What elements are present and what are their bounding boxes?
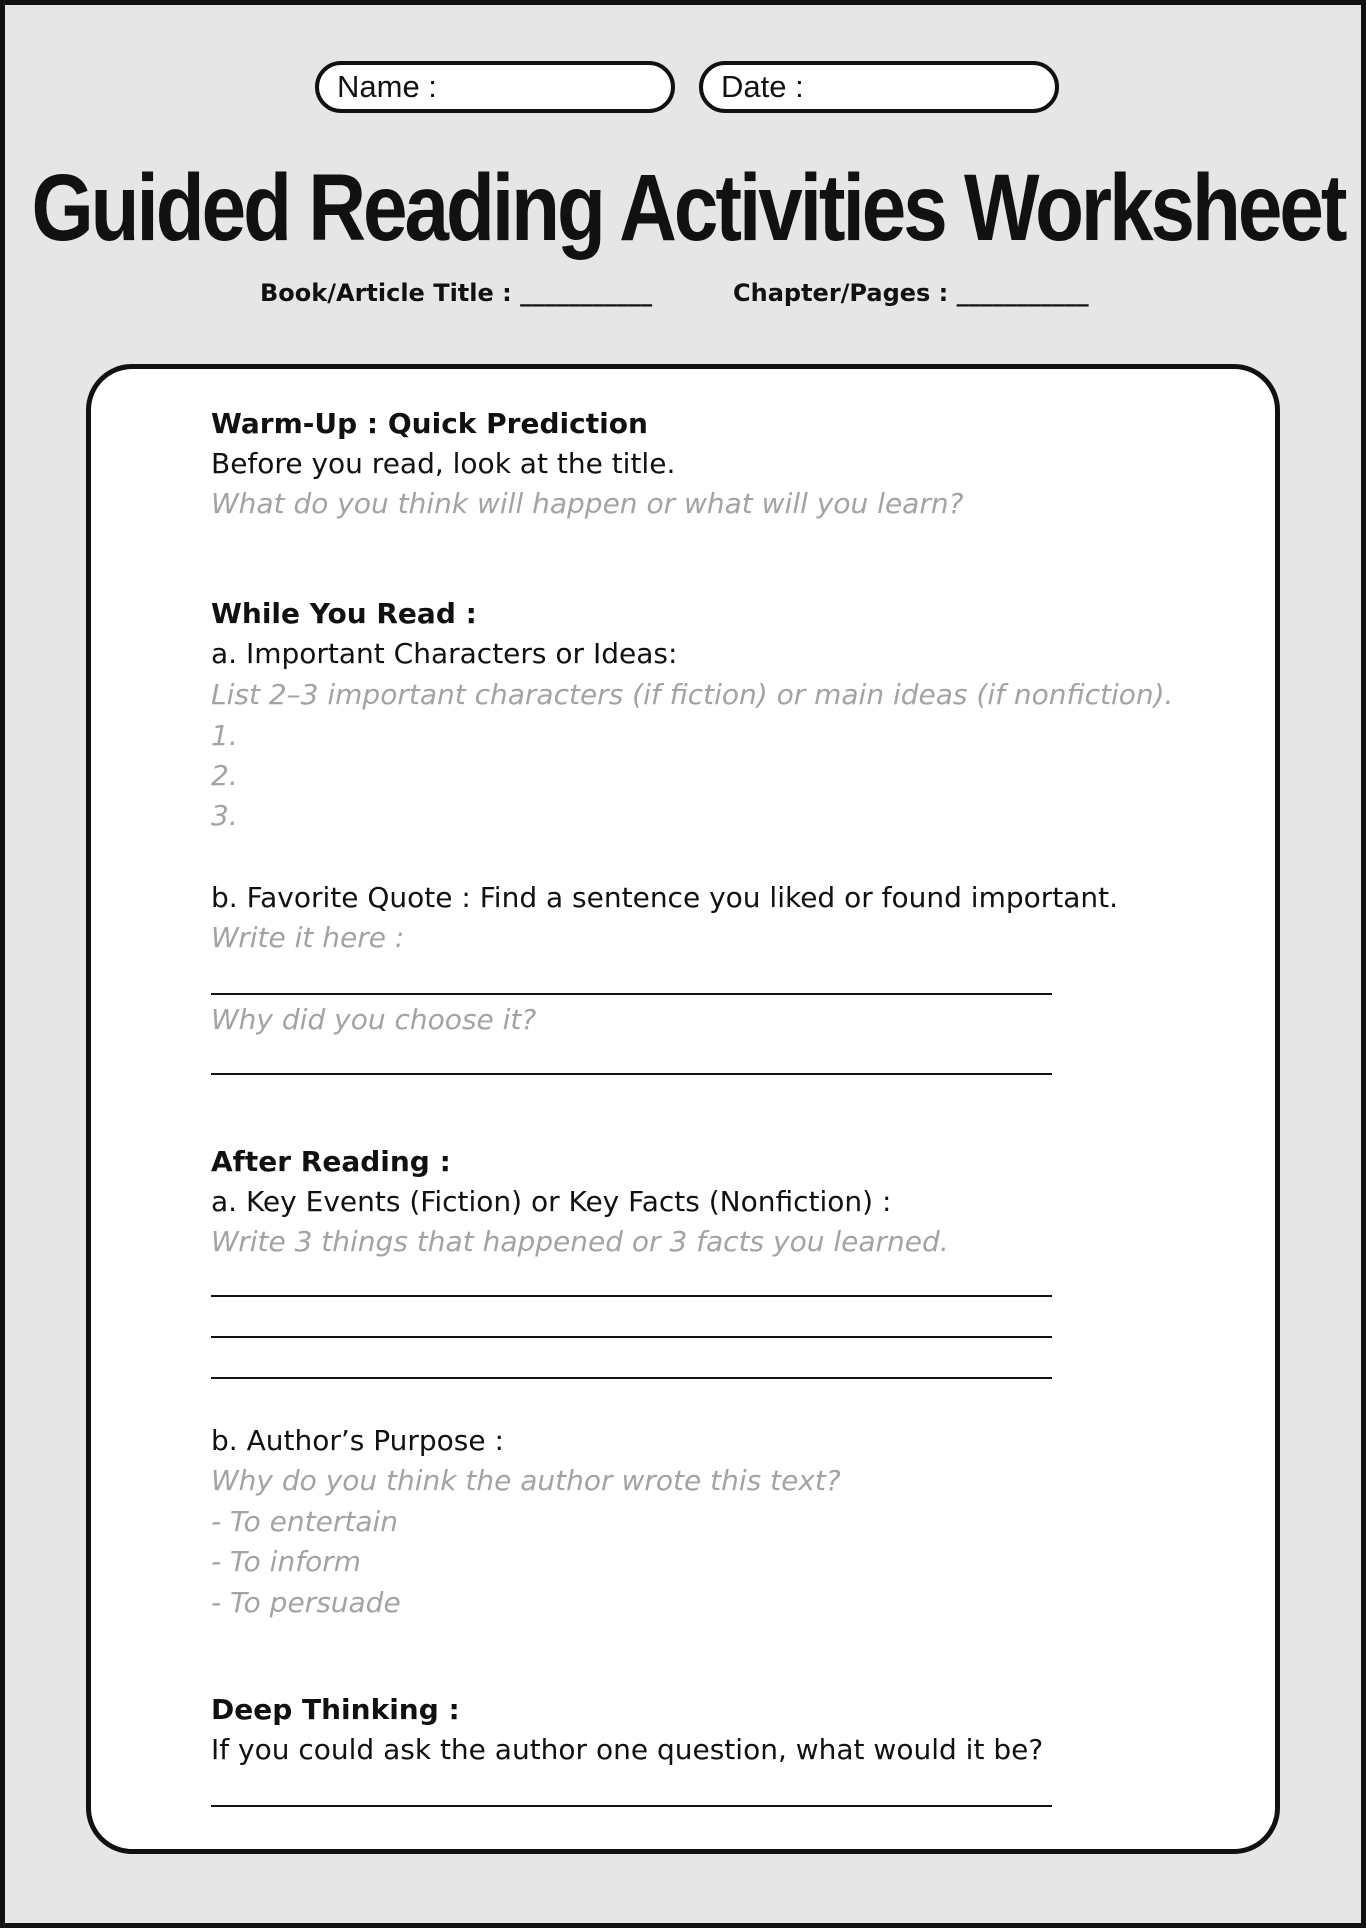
name-field[interactable] — [315, 61, 675, 113]
warmup-prompt: What do you think will happen or what will you learn? — [211, 487, 964, 520]
quote-why-prompt: Why did you choose it? — [211, 1003, 537, 1036]
key-events-label: a. Key Events (Fiction) or Key Facts (Nonfiction) : — [211, 1185, 892, 1218]
characters-label: a. Important Characters or Ideas: — [211, 637, 678, 670]
purpose-option: - To persuade — [211, 1586, 401, 1619]
deep-thinking-answer-line[interactable] — [211, 1805, 1052, 1807]
page-title: Guided Reading Activities Worksheet — [31, 155, 1345, 261]
date-label: Date : — [721, 69, 804, 104]
key-events-answer-line[interactable] — [211, 1377, 1052, 1379]
author-purpose-prompt: Why do you think the author wrote this text? — [211, 1464, 841, 1497]
chapter-pages-field[interactable]: Chapter/Pages : ___________ — [733, 279, 1089, 307]
after-reading-heading: After Reading : — [211, 1145, 451, 1178]
quote-why-answer-line[interactable] — [211, 1073, 1052, 1075]
author-purpose-label: b. Author’s Purpose : — [211, 1424, 504, 1457]
characters-prompt: List 2–3 important characters (if fiction) or main ideas (if nonfiction). — [211, 678, 1174, 711]
purpose-option: - To entertain — [211, 1505, 399, 1538]
key-events-answer-line[interactable] — [211, 1295, 1052, 1297]
list-item: 1. — [211, 719, 238, 752]
list-item: 2. — [211, 759, 238, 792]
book-title-field[interactable]: Book/Article Title : ___________ — [260, 279, 653, 307]
purpose-option: - To inform — [211, 1545, 361, 1578]
key-events-answer-line[interactable] — [211, 1336, 1052, 1338]
key-events-prompt: Write 3 things that happened or 3 facts you learned. — [211, 1225, 949, 1258]
quote-label: b. Favorite Quote : Find a sentence you liked or found important. — [211, 881, 1119, 914]
name-label: Name : — [337, 69, 437, 104]
deep-thinking-question: If you could ask the author one question, what would it be? — [211, 1733, 1044, 1766]
warmup-heading: Warm-Up : Quick Prediction — [211, 407, 648, 440]
quote-answer-line[interactable] — [211, 993, 1052, 995]
while-reading-heading: While You Read : — [211, 597, 477, 630]
deep-thinking-heading: Deep Thinking : — [211, 1693, 460, 1726]
warmup-instruction: Before you read, look at the title. — [211, 447, 676, 480]
worksheet-card — [86, 364, 1280, 1854]
list-item: 3. — [211, 799, 238, 832]
quote-write-prompt: Write it here : — [211, 921, 405, 954]
date-field[interactable] — [699, 61, 1059, 113]
